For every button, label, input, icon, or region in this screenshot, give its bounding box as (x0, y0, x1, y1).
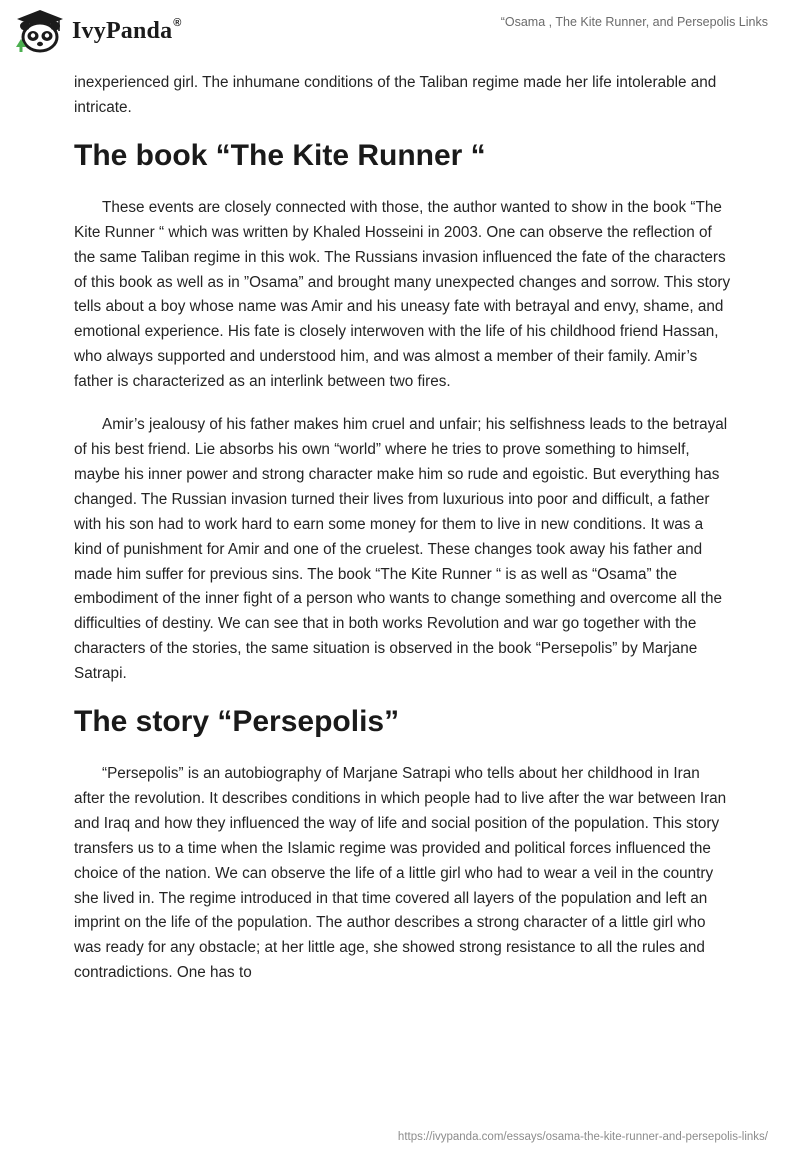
brand-name (72, 17, 182, 45)
document-title: “Osama , The Kite Runner, and Persepolis Links (500, 15, 768, 29)
intro-paragraph: inexperienced girl. The inhumane conditions of the Taliban regime made her life intolerable and intricate. (74, 74, 717, 116)
registered-mark: ® (173, 17, 182, 29)
brand-logo[interactable] (14, 9, 182, 53)
section-heading-kite-runner: The book “The Kite Runner “ (74, 138, 486, 172)
brand-name-text: IvyPanda (72, 18, 173, 44)
paragraph: These events are closely connected with those, the author wanted to show in the book “The Kite Runner “ which was written by Khaled Hosseini in 2003. One can observe the reflection of the same Taliban regime in this wok. The Russians invasion influenced the fate of the characters of this book as well as in ”Osama” and brought many unexpected changes and sorrow. This story tells about a boy whose name was Amir and his uneasy fate with betrayal and envy, shame, and emotional experience. His fate is closely interwoven with the life of his childhood friend Hassan, who always supported and understood him, and was almost a member of their family. Amir’s father is characterized as an interlink between two fires. (74, 198, 731, 391)
page-header (0, 0, 800, 62)
paragraph: Amir’s jealousy of his father makes him cruel and unfair; his selfishness leads to the betrayal of his best friend. Lie absorbs his own “world” where he tries to prove something to himself, maybe his inner power and strong character make him so rude and egoistic. But everything has changed. The Russian invasion turned their lives from luxurious into poor and difficult, a father with his son had to work hard to earn some money for them to live in new conditions. It was a kind of punishment for Amir and one of the cruelest. These changes took away his father and made him suffer for previous sins. The book “The Kite Runner “ is as well as “Osama” the embodiment of the inner fight of a person who wants to change something and overcome all the difficulties of destiny. We can see that in both works Revolution and war go together with the characters of the stories, the same situation is observed in the book “Persepolis” by Marjane Satrapi. (74, 416, 728, 683)
section-heading-persepolis: The story “Persepolis” (74, 705, 400, 739)
panda-graduation-cap-logo-icon (14, 9, 66, 53)
source-url[interactable]: https://ivypanda.com/essays/osama-the-kite-runner-and-persepolis-links/ (397, 1131, 768, 1143)
essay-content (74, 71, 734, 1004)
paragraph: “Persepolis” is an autobiography of Marjane Satrapi who tells about her childhood in Iran after the revolution. It describes conditions in which people had to live after the war between Iran and Iraq and how they influenced the way of life and social position of the population. This story transfers us to a time when the Islamic regime was provided and political forces influenced the choice of the nation. We can observe the life of a little girl who had to wear a veil in the country she lived in. The regime introduced in that time covered all layers of the population and left an imprint on the life of the population. The author describes a strong character of a little girl who was ready for any obstacle; at her little age, she showed strong resistance to all the rules and contradictions. One has to (74, 765, 727, 982)
